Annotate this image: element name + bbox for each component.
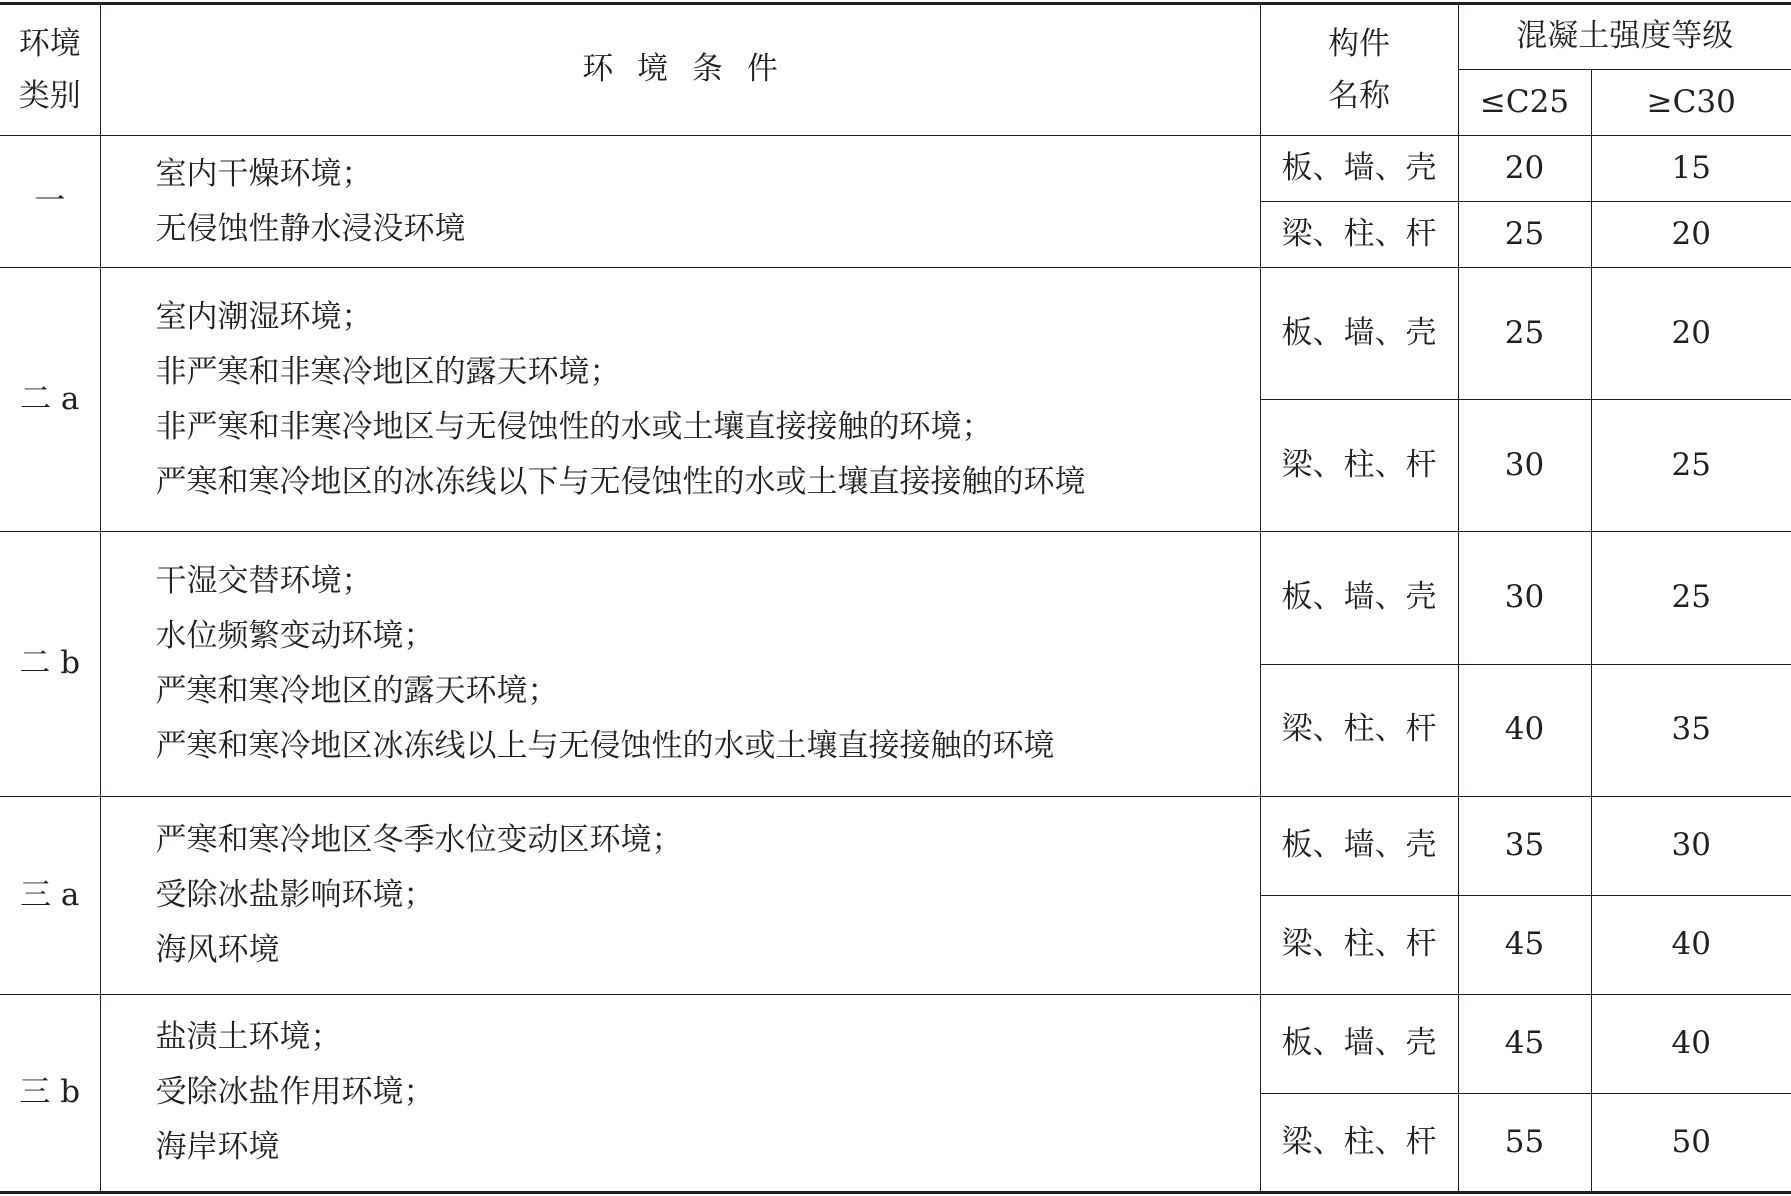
header-condition: 环 境 条 件 xyxy=(100,4,1260,136)
value-low-cell: 55 xyxy=(1458,1093,1591,1192)
category-cell: 二 a xyxy=(0,268,100,532)
value-low-cell: 45 xyxy=(1458,994,1591,1093)
header-category-line1: 环境 xyxy=(18,26,81,62)
table-row xyxy=(0,796,1791,895)
member-cell: 梁、柱、杆 xyxy=(1260,1093,1458,1192)
condition-line: 干湿交替环境； xyxy=(155,563,373,599)
value-high-cell: 30 xyxy=(1591,796,1791,895)
value-high-cell: 15 xyxy=(1591,136,1791,202)
condition-line: 无侵蚀性静水浸没环境 xyxy=(155,210,466,247)
header-grade-low: ≤C25 xyxy=(1458,70,1591,136)
cover-thickness-table xyxy=(0,2,1791,1194)
category-cell: 一 xyxy=(0,136,100,268)
value-low-cell: 40 xyxy=(1458,664,1591,796)
member-cell: 梁、柱、杆 xyxy=(1260,664,1458,796)
condition-line: 非严寒和非寒冷地区与无侵蚀性的水或土壤直接接触的环境； xyxy=(155,408,993,445)
value-high-cell: 35 xyxy=(1591,664,1791,796)
value-low-cell: 30 xyxy=(1458,532,1591,664)
value-high-cell: 25 xyxy=(1591,400,1791,532)
member-cell: 板、墙、壳 xyxy=(1260,994,1458,1093)
header-member-line1: 构件 xyxy=(1328,26,1390,62)
value-low-cell: 25 xyxy=(1458,268,1591,400)
condition-cell xyxy=(100,532,1260,796)
header-member xyxy=(1260,4,1458,136)
value-low-cell: 30 xyxy=(1458,400,1591,532)
condition-line: 严寒和寒冷地区冬季水位变动区环境； xyxy=(155,821,683,858)
value-high-cell: 20 xyxy=(1591,268,1791,400)
condition-line: 水位频繁变动环境； xyxy=(155,618,435,654)
header-category xyxy=(0,4,100,136)
data-table xyxy=(0,2,1791,1194)
condition-line: 严寒和寒冷地区冰冻线以上与无侵蚀性的水或土壤直接接触的环境 xyxy=(155,728,1055,764)
table-row xyxy=(0,532,1791,664)
value-high-cell: 40 xyxy=(1591,994,1791,1093)
member-cell: 板、墙、壳 xyxy=(1260,796,1458,895)
condition-line: 室内潮湿环境； xyxy=(155,298,373,335)
member-cell: 梁、柱、杆 xyxy=(1260,202,1458,268)
value-high-cell: 25 xyxy=(1591,532,1791,664)
condition-cell xyxy=(100,796,1260,994)
member-cell: 板、墙、壳 xyxy=(1260,136,1458,202)
value-low-cell: 45 xyxy=(1458,895,1591,994)
condition-line: 室内干燥环境； xyxy=(155,155,373,192)
condition-line: 严寒和寒冷地区的冰冻线以下与无侵蚀性的水或土壤直接接触的环境 xyxy=(155,463,1086,500)
member-cell: 梁、柱、杆 xyxy=(1260,400,1458,532)
condition-line: 受除冰盐作用环境； xyxy=(155,1074,435,1111)
header-grade-high: ≥C30 xyxy=(1591,70,1791,136)
condition-line: 海风环境 xyxy=(155,931,280,968)
category-cell: 三 a xyxy=(0,796,100,994)
table-row xyxy=(0,136,1791,202)
condition-line: 非严寒和非寒冷地区的露天环境； xyxy=(155,353,621,390)
member-cell: 板、墙、壳 xyxy=(1260,532,1458,664)
member-cell: 板、墙、壳 xyxy=(1260,268,1458,400)
table-row xyxy=(0,994,1791,1093)
value-high-cell: 40 xyxy=(1591,895,1791,994)
condition-cell xyxy=(100,994,1260,1192)
value-high-cell: 20 xyxy=(1591,202,1791,268)
condition-line: 海岸环境 xyxy=(155,1129,280,1166)
value-low-cell: 35 xyxy=(1458,796,1591,895)
value-low-cell: 25 xyxy=(1458,202,1591,268)
category-cell: 三 b xyxy=(0,994,100,1192)
condition-line: 盐渍土环境； xyxy=(155,1019,342,1056)
header-member-line2: 名称 xyxy=(1328,78,1390,114)
condition-line: 受除冰盐影响环境； xyxy=(155,876,435,913)
table-row xyxy=(0,268,1791,400)
value-low-cell: 20 xyxy=(1458,136,1591,202)
header-grade: 混凝土强度等级 xyxy=(1458,4,1791,70)
value-high-cell: 50 xyxy=(1591,1093,1791,1192)
condition-line: 严寒和寒冷地区的露天环境； xyxy=(155,673,559,709)
member-cell: 梁、柱、杆 xyxy=(1260,895,1458,994)
category-cell: 二 b xyxy=(0,532,100,796)
header-category-line2: 类别 xyxy=(18,78,81,114)
condition-cell xyxy=(100,268,1260,532)
condition-cell xyxy=(100,136,1260,268)
